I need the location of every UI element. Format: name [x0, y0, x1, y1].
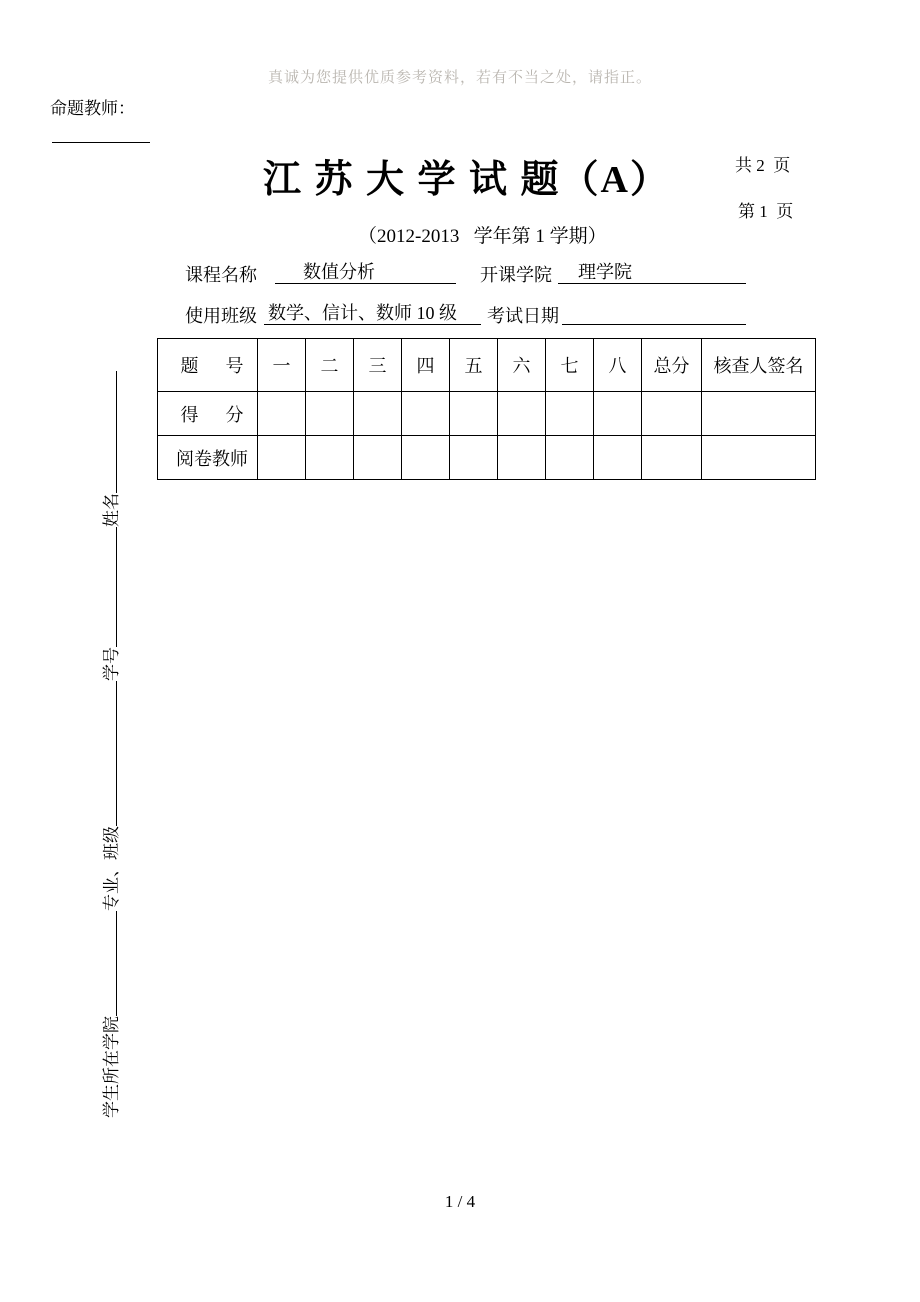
- score-cell: [354, 392, 402, 436]
- grader-cell: [546, 436, 594, 480]
- student-college-blank-line: [97, 911, 117, 1016]
- grader-cell: [354, 436, 402, 480]
- college-label: 开课学院: [480, 265, 552, 285]
- class-value: 数学、信计、数师 10 级: [264, 299, 481, 325]
- exam-date-blank: [562, 299, 746, 325]
- col-header-2: 二: [306, 339, 354, 392]
- student-id-label: 学号: [102, 647, 121, 681]
- class-label: 使用班级: [185, 306, 257, 326]
- col-header-4: 四: [402, 339, 450, 392]
- score-table: [157, 338, 816, 480]
- score-row-label: 得 分: [158, 392, 258, 436]
- page-number-indicator: 1 / 4: [444, 1192, 476, 1211]
- col-header-7: 七: [546, 339, 594, 392]
- col-header-3: 三: [354, 339, 402, 392]
- grader-cell: [402, 436, 450, 480]
- score-cell: [546, 392, 594, 436]
- grader-cell: [702, 436, 816, 480]
- col-header-5: 五: [450, 339, 498, 392]
- student-name-label: 姓名: [102, 493, 121, 527]
- course-name-label: 课程名称: [185, 265, 257, 285]
- grader-cell: [498, 436, 546, 480]
- semester-subtitle: （2012-2013 学年第 1 学期）: [358, 226, 607, 247]
- score-cell: [702, 392, 816, 436]
- prepared-by-blank-line: [52, 127, 150, 143]
- total-pages-label: 共 2 页: [735, 156, 791, 175]
- score-row: [158, 392, 816, 436]
- grader-row: [158, 436, 816, 480]
- score-cell: [258, 392, 306, 436]
- student-id-blank-line: [97, 527, 117, 647]
- total-score-header: 总分: [642, 339, 702, 392]
- score-cell: [402, 392, 450, 436]
- col-header-8: 八: [594, 339, 642, 392]
- checker-signature-header: 核查人签名: [702, 339, 816, 392]
- score-cell: [594, 392, 642, 436]
- question-number-header: 题 号: [158, 339, 258, 392]
- major-class-blank-line: [97, 681, 117, 826]
- exam-date-label: 考试日期: [487, 306, 559, 326]
- score-cell: [642, 392, 702, 436]
- col-header-6: 六: [498, 339, 546, 392]
- grader-cell: [594, 436, 642, 480]
- grader-cell: [642, 436, 702, 480]
- grader-row-label: 阅卷教师: [158, 436, 258, 480]
- student-info-vertical-labels: [97, 371, 121, 1118]
- current-page-label: 第 1 页: [738, 202, 794, 221]
- score-cell: [306, 392, 354, 436]
- score-table-header-row: [158, 339, 816, 392]
- score-cell: [450, 392, 498, 436]
- student-college-label: 学生所在学院: [102, 1016, 121, 1118]
- score-cell: [498, 392, 546, 436]
- grader-cell: [258, 436, 306, 480]
- student-name-blank-line: [97, 371, 117, 493]
- watermark-text: 真诚为您提供优质参考资料，若有不当之处，请指正。: [267, 70, 652, 86]
- page-title: 江 苏 大 学 试 题（A）: [263, 159, 670, 201]
- grader-cell: [306, 436, 354, 480]
- col-header-1: 一: [258, 339, 306, 392]
- grader-cell: [450, 436, 498, 480]
- prepared-by-label: 命题教师：: [50, 99, 135, 118]
- major-class-label: 专业、班级: [102, 826, 121, 911]
- course-name-value: 数值分析: [275, 258, 456, 284]
- college-value: 理学院: [558, 258, 746, 284]
